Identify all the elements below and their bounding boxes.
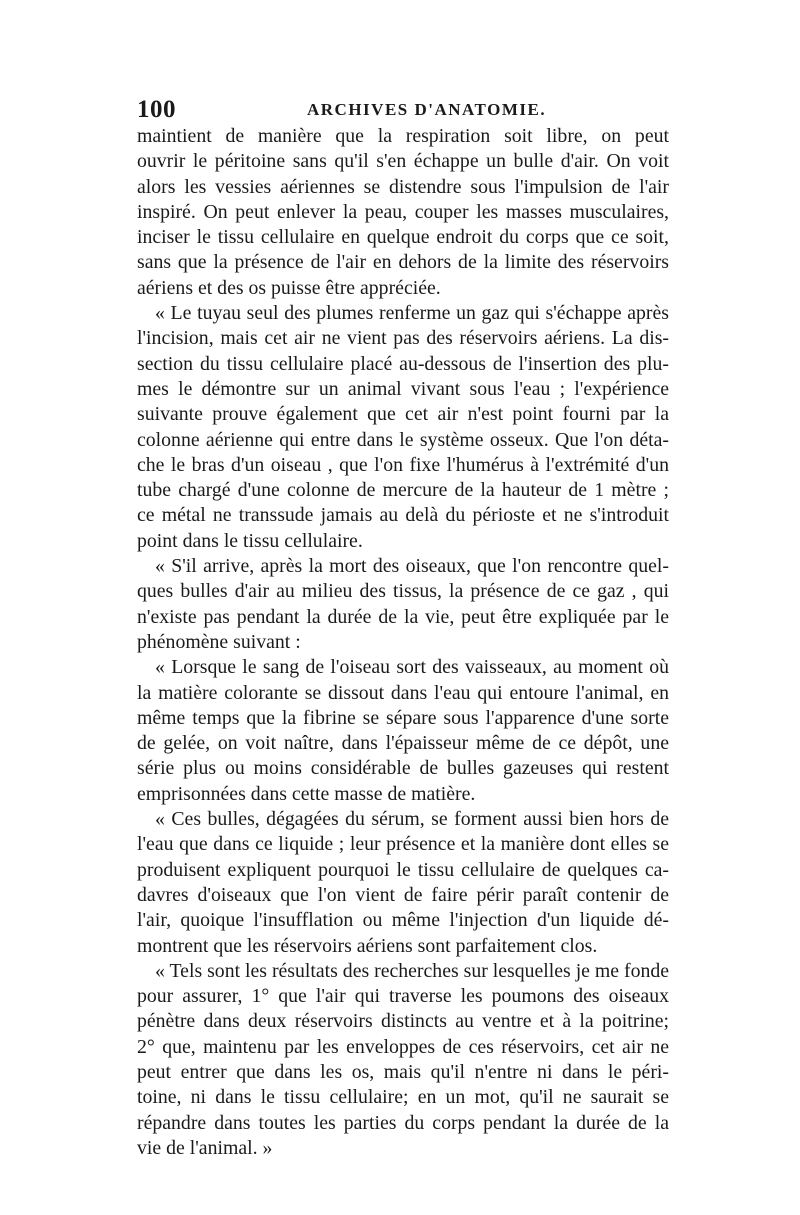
text-line: pour assurer, 1° que l'air qui traverse les poumons des oiseaux bbox=[137, 985, 669, 1008]
text-line: l'incision, mais cet air ne vient pas des réservoirs aériens. La dis- bbox=[137, 327, 669, 350]
page-header bbox=[137, 96, 669, 126]
paragraph bbox=[137, 655, 669, 807]
body-text bbox=[137, 124, 669, 1161]
text-line: toine, ni dans le tissu cellulaire; en un mot, qu'il ne saurait se bbox=[137, 1086, 669, 1109]
text-line: « Tels sont les résultats des recherches sur lesquelles je me fonde bbox=[155, 959, 670, 982]
text-line: pénètre dans deux réservoirs distincts au ventre et à la poitrine; bbox=[137, 1010, 669, 1033]
text-line: alors les vessies aériennes se distendre sous l'impulsion de l'air bbox=[137, 175, 669, 198]
text-line: « Le tuyau seul des plumes renferme un gaz qui s'échappe après bbox=[155, 302, 669, 325]
text-line: davres d'oiseaux que l'on vient de faire périr paraît contenir de bbox=[137, 883, 669, 906]
text-line: de gelée, on voit naître, dans l'épaisseur même de ce dépôt, une bbox=[137, 732, 669, 755]
text-line: inspiré. On peut enlever la peau, couper les masses musculaires, bbox=[137, 200, 669, 223]
text-line: tube chargé d'une colonne de mercure de la hauteur de 1 mètre ; bbox=[137, 479, 669, 502]
text-line: répandre dans toutes les parties du corps pendant la durée de la bbox=[137, 1111, 669, 1134]
paragraph bbox=[137, 807, 669, 959]
text-line: sans que la présence de l'air en dehors de la limite des réservoirs bbox=[137, 251, 669, 274]
text-line: ouvrir le péritoine sans qu'il s'en échappe un bulle d'air. On voit bbox=[137, 150, 669, 173]
text-line: n'existe pas pendant la durée de la vie, peut être expliquée par le bbox=[137, 605, 669, 628]
paragraph bbox=[137, 124, 669, 301]
text-line: montrent que les réservoirs aériens sont parfaitement clos. bbox=[137, 934, 598, 957]
running-title: ARCHIVES D'ANATOMIE. bbox=[307, 100, 547, 119]
text-line: produisent expliquent pourquoi le tissu cellulaire de quelques ca- bbox=[137, 858, 669, 881]
text-line: même temps que la fibrine se sépare sous l'apparence d'une sorte bbox=[137, 706, 669, 729]
page-number: 100 bbox=[137, 96, 176, 123]
text-line: emprisonnées dans cette masse de matière. bbox=[137, 782, 476, 805]
text-line: 2° que, maintenu par les enveloppes de ces réservoirs, cet air ne bbox=[137, 1035, 669, 1058]
paragraph bbox=[137, 554, 669, 655]
text-line: inciser le tissu cellulaire en quelque endroit du corps que ce soit, bbox=[137, 226, 669, 249]
text-line: maintient de manière que la respiration soit libre, on peut bbox=[137, 125, 669, 147]
text-line: colonne aérienne qui entre dans le système osseux. Que l'on déta- bbox=[137, 428, 669, 451]
text-line: série plus ou moins considérable de bulles gazeuses qui restent bbox=[137, 757, 669, 780]
text-line: la matière colorante se dissout dans l'eau qui entoure l'animal, en bbox=[137, 681, 669, 704]
text-line: l'eau que dans ce liquide ; leur présence et la manière dont elles se bbox=[137, 833, 669, 856]
text-line: che le bras d'un oiseau , que l'on fixe l'humérus à l'extrémité d'un bbox=[137, 453, 669, 476]
text-line: « S'il arrive, après la mort des oiseaux, que l'on rencontre quel- bbox=[155, 555, 669, 578]
text-line: l'air, quoique l'insufflation ou même l'injection d'un liquide dé- bbox=[137, 909, 669, 932]
paragraph bbox=[137, 301, 669, 554]
text-line: ce métal ne transsude jamais au delà du périoste et ne s'introduit bbox=[137, 504, 669, 527]
text-line: « Ces bulles, dégagées du sérum, se forment aussi bien hors de bbox=[155, 808, 669, 831]
text-line: ques bulles d'air au milieu des tissus, la présence de ce gaz , qui bbox=[137, 580, 669, 603]
text-line: phénomène suivant : bbox=[137, 630, 301, 653]
text-line: peut entrer que dans les os, mais qu'il n'entre ni dans le péri- bbox=[137, 1060, 669, 1083]
text-line: section du tissu cellulaire placé au-dessous de l'insertion des plu- bbox=[137, 352, 669, 375]
text-line: mes le démontre sur un animal vivant sous l'eau ; l'expérience bbox=[137, 377, 669, 400]
text-line: « Lorsque le sang de l'oiseau sort des vaisseaux, au moment où bbox=[155, 656, 669, 679]
paragraph bbox=[137, 959, 669, 1161]
text-line: point dans le tissu cellulaire. bbox=[137, 529, 363, 552]
text-line: aériens et des os puisse être appréciée. bbox=[137, 276, 441, 299]
text-line: vie de l'animal. » bbox=[137, 1136, 273, 1159]
text-line: suivante prouve également que cet air n'est point fourni par la bbox=[137, 403, 669, 426]
